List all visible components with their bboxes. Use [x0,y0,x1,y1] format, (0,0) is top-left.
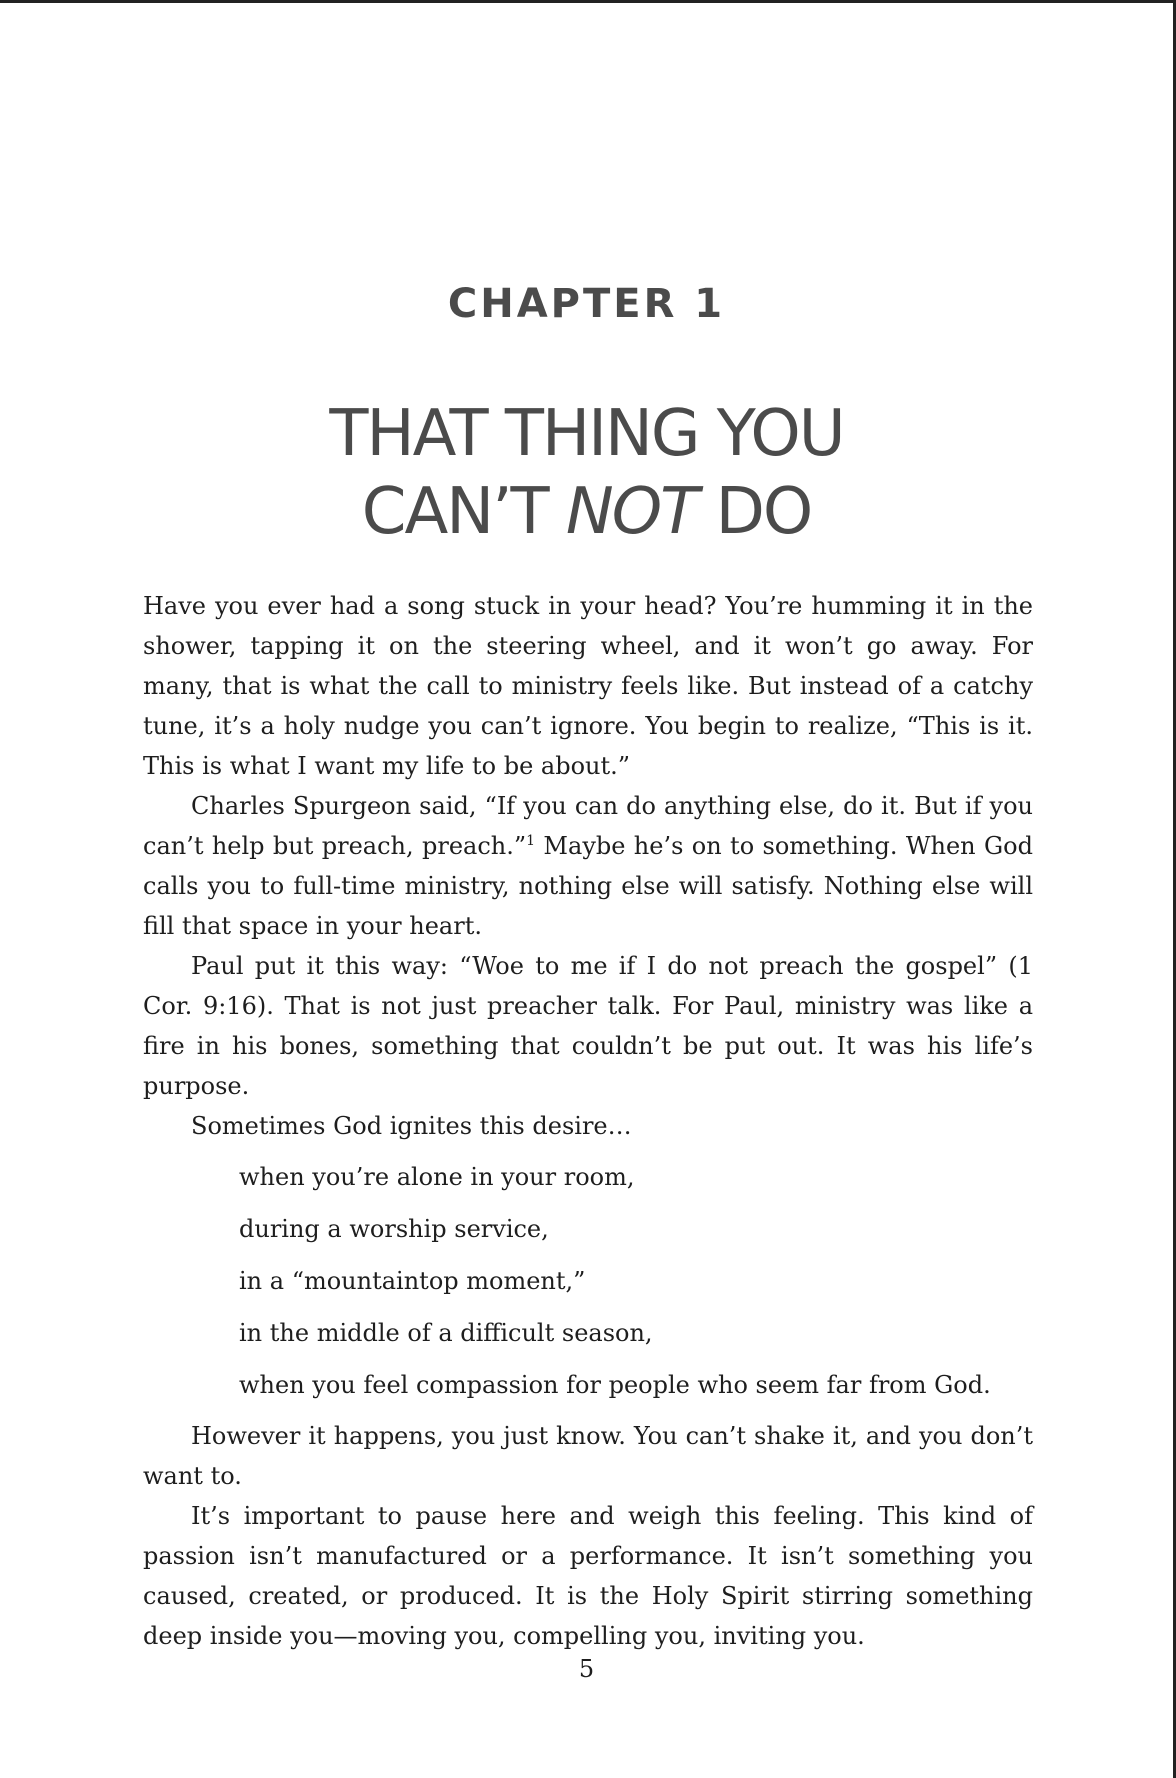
footnote-marker: 1 [526,833,536,849]
chapter-label: CHAPTER 1 [447,281,726,327]
paragraph-4: Sometimes God ignites this desire… [191,1112,632,1140]
chapter-body [143,586,1033,1656]
desire-list [143,1157,1033,1405]
chapter-title-line-2-start: CAN’T [361,475,566,549]
list-item: during a worship service, [239,1215,549,1243]
paragraph-2-quote: Charles Spurgeon said, “If you can do anything else, do it. But if you can’t help but preach, preach.” [143,792,1033,860]
paragraph-5: However it happens, you just know. You can’t shake it, and you don’t want to. [143,1422,1033,1490]
list-item: in a “mountaintop moment,” [239,1267,586,1295]
paragraph-2 [143,786,1033,946]
chapter-title [0,395,1173,551]
list-item: when you’re alone in your room, [239,1163,635,1191]
paragraph-1: Have you ever had a song stuck in your head? You’re humming it in the shower, tapping it on the steering wheel, and it won’t go away. For many, that is what the call to ministry feels like. But instead of a catchy tune, it’s a holy nudge you can’t ignore. You begin to realize, “This is it. This is what I want my life to be about.” [143,592,1033,780]
paragraph-6: It’s important to pause here and weigh this feeling. This kind of passion isn’t manufactured or a performance. It isn’t something you caused, created, or produced. It is the Holy Spirit stirring something deep inside you—moving you, compelling you, inviting you. [143,1502,1033,1650]
list-item: in the middle of a difficult season, [239,1319,653,1347]
chapter-title-emphasis: NOT [565,475,698,549]
chapter-title-line-1: THAT THING YOU [329,397,844,471]
list-item: when you feel compassion for people who seem far from God. [239,1371,991,1399]
paragraph-2-rest: Maybe he’s on to something. When God calls you to full-time ministry, nothing else will satisfy. Nothing else will fill that space in your heart. [143,832,1033,940]
chapter-title-line-2-end: DO [697,475,812,549]
chapter-title-line-2 [0,473,1173,551]
page-number: 5 [578,1655,595,1683]
paragraph-3: Paul put it this way: “Woe to me if I do not preach the gospel” (1 Cor. 9:16). That is not just preacher talk. For Paul, ministry was like a fire in his bones, something that couldn’t be put out. It was his life’s purpose. [143,952,1033,1100]
